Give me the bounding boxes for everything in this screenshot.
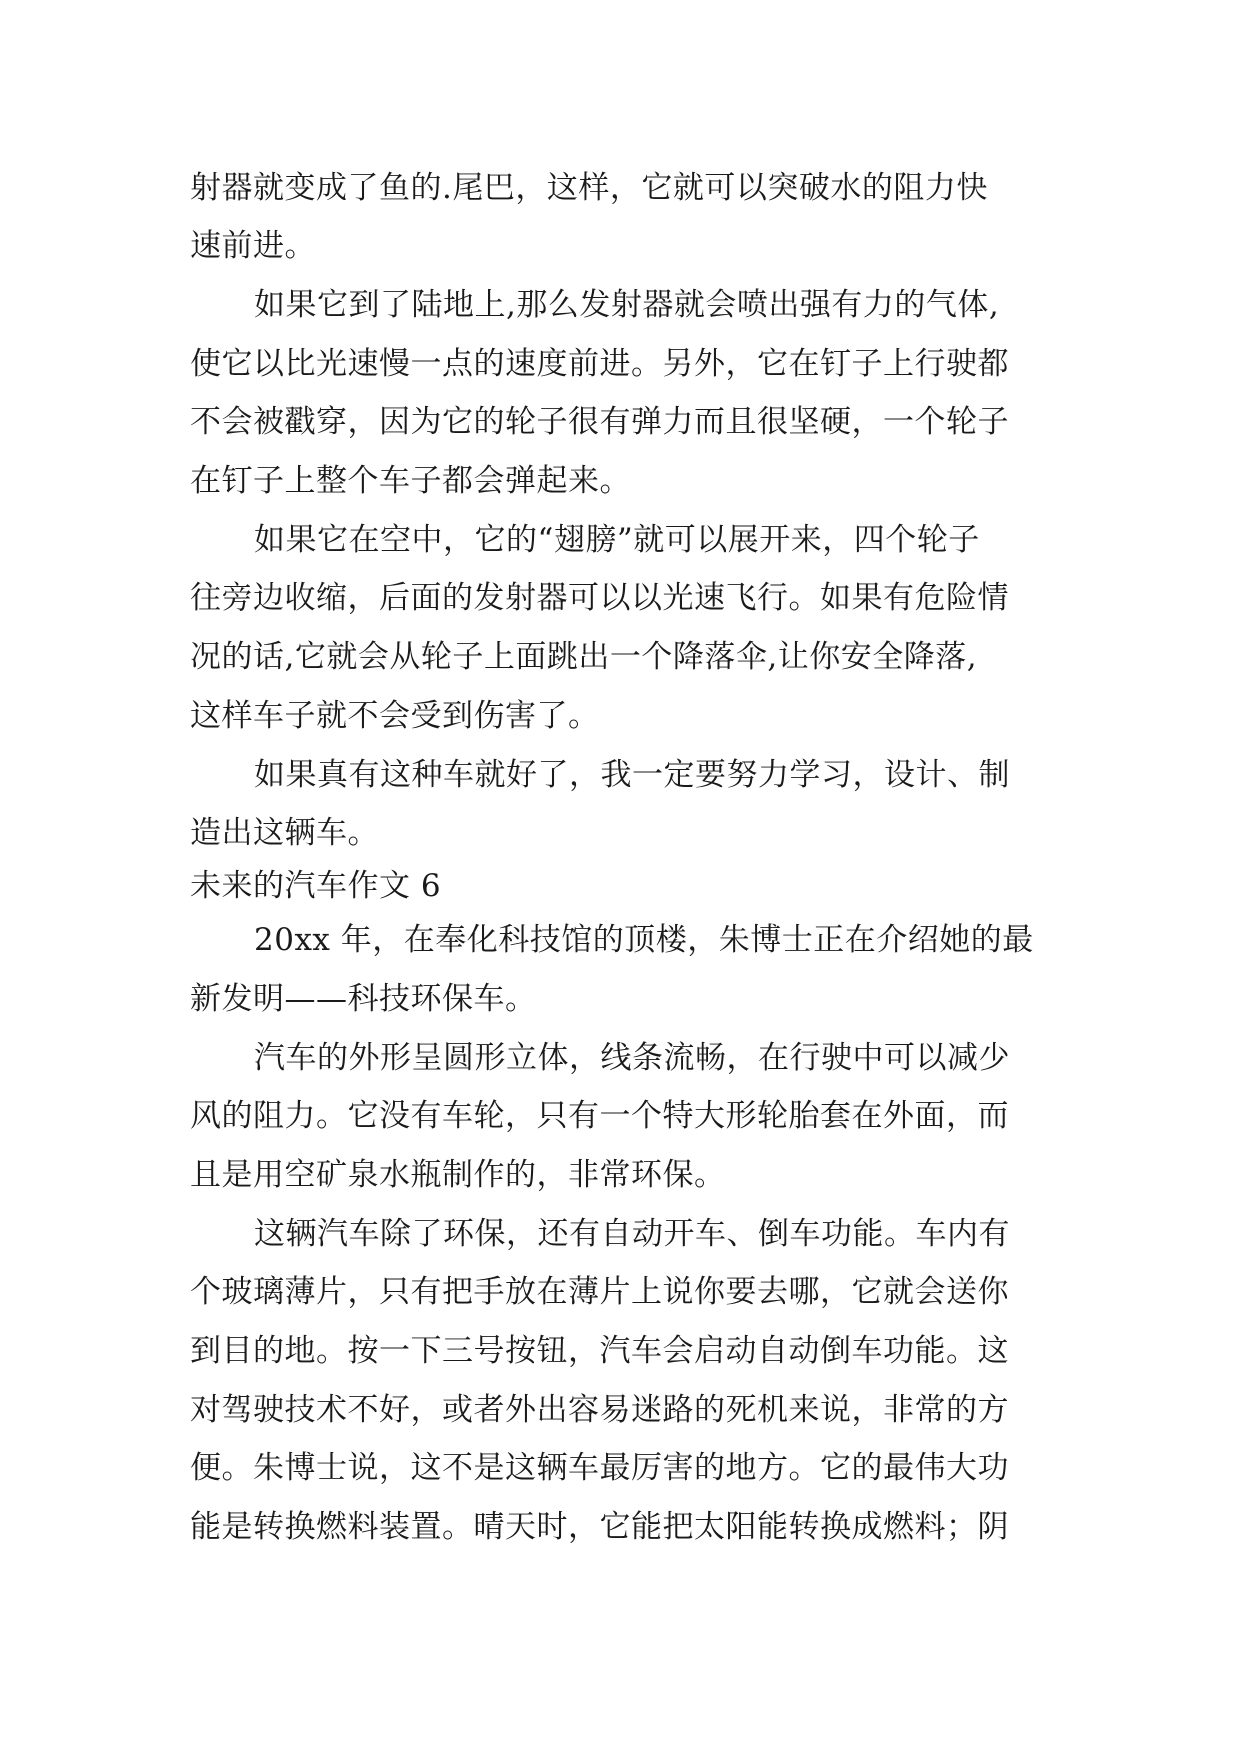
text-line: 个玻璃薄片，只有把手放在薄片上说你要去哪，它就会送你 — [190, 1274, 1009, 1310]
text-line: 射器就变成了鱼的.尾巴，这样，它就可以突破水的阻力快 — [190, 170, 988, 206]
text-line: 况的话,它就会从轮子上面跳出一个降落伞,让你安全降落, — [190, 639, 978, 675]
text-line: 在钉子上整个车子都会弹起来。 — [190, 463, 631, 499]
text-line: 汽车的外形呈圆形立体，线条流畅，在行驶中可以减少 — [254, 1040, 1010, 1076]
text-line: 风的阻力。它没有车轮，只有一个特大形轮胎套在外面，而 — [190, 1098, 1009, 1134]
text-line: 且是用空矿泉水瓶制作的，非常环保。 — [190, 1157, 726, 1193]
text-line: 能是转换燃料装置。晴天时，它能把太阳能转换成燃料；阴 — [190, 1509, 1009, 1545]
text-line: 到目的地。按一下三号按钮，汽车会启动自动倒车功能。这 — [190, 1333, 1009, 1369]
text-line: 对驾驶技术不好，或者外出容易迷路的死机来说，非常的方 — [190, 1392, 1009, 1428]
text-line: 这辆汽车除了环保，还有自动开车、倒车功能。车内有 — [254, 1216, 1010, 1252]
text-line: 速前进。 — [190, 228, 316, 264]
section-heading: 未来的汽车作文 6 — [190, 868, 442, 904]
text-line: 新发明——科技环保车。 — [190, 981, 537, 1017]
text-line: 如果它到了陆地上,那么发射器就会喷出强有力的气体, — [254, 287, 1000, 323]
text-line: 如果真有这种车就好了，我一定要努力学习，设计、制 — [254, 757, 1010, 793]
text-line: 造出这辆车。 — [190, 815, 379, 851]
text-line: 如果它在空中，它的“翅膀”就可以展开来，四个轮子 — [254, 522, 980, 558]
text-line: 这样车子就不会受到伤害了。 — [190, 698, 600, 734]
text-line: 不会被戳穿，因为它的轮子很有弹力而且很坚硬，一个轮子 — [190, 404, 1009, 440]
text-line: 往旁边收缩，后面的发射器可以以光速飞行。如果有危险情 — [190, 580, 1009, 616]
text-line: 20xx 年，在奉化科技馆的顶楼，朱博士正在介绍她的最 — [254, 922, 1034, 958]
text-line: 便。朱博士说，这不是这辆车最厉害的地方。它的最伟大功 — [190, 1450, 1009, 1486]
text-line: 使它以比光速慢一点的速度前进。另外，它在钉子上行驶都 — [190, 346, 1009, 382]
